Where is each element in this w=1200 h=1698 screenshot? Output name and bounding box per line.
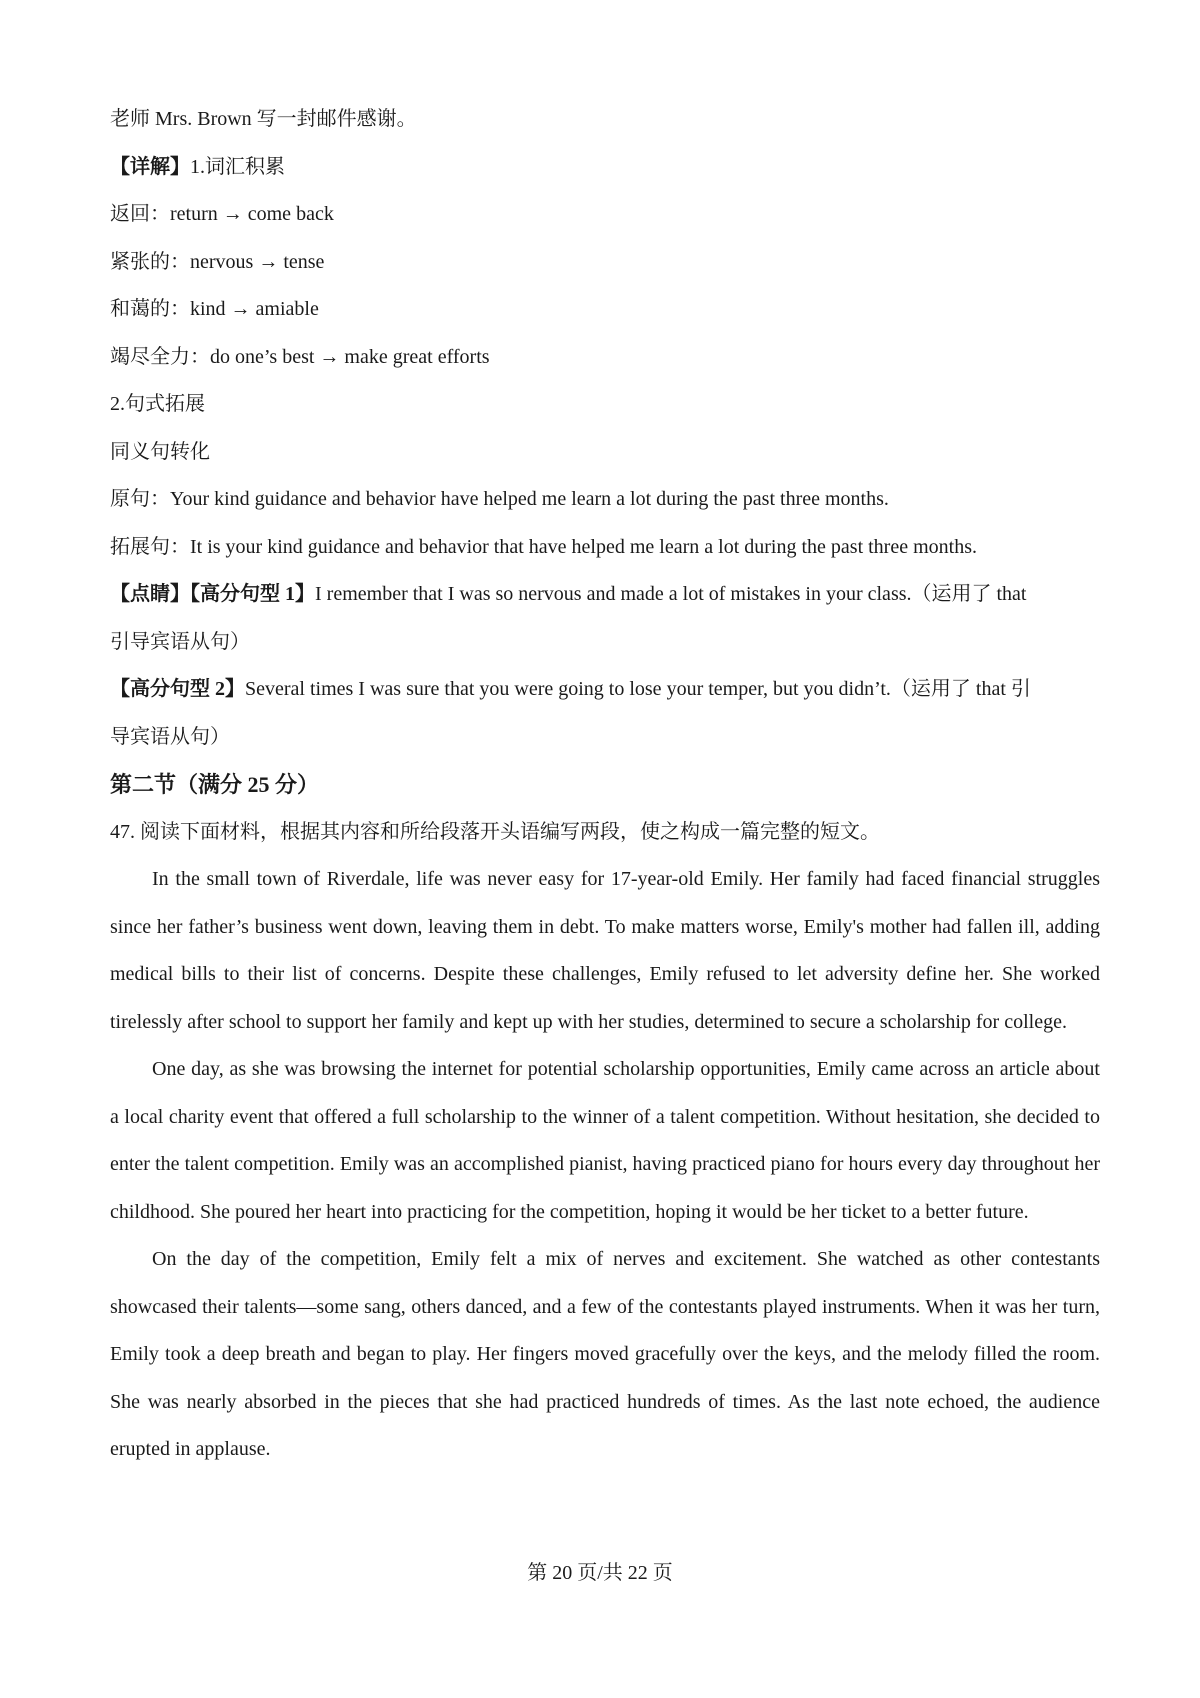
page-number: 第 20 页/共 22 页	[527, 1562, 673, 1584]
vocab-return: 返回：return → come back	[110, 203, 334, 225]
highlight-tag: 【点睛】	[110, 583, 190, 605]
document-page	[110, 96, 1100, 1474]
highlight-line-1	[110, 571, 1100, 619]
vocab-kind: 和蔼的：kind → amiable	[110, 298, 319, 320]
synonym-title: 同义句转化	[110, 440, 210, 463]
pattern-tag-1: 【高分句型 1】	[190, 583, 315, 605]
expanded-sentence: 拓展句：It is your kind guidance and behavior that have helped me learn a lot during the past three months.	[110, 535, 977, 558]
pattern-tag-2: 【高分句型 2】	[110, 678, 245, 700]
story-paragraph-1: In the small town of Riverdale, life was never easy for 17-year-old Emily. Her family had faced financial struggles since her father’s business went down, leaving them in debt. To make matters worse, Emily's mother had fallen ill, adding medical bills to their list of concerns. Despite these challenges, Emily refused to let adversity define her. She worked tirelessly after school to support her family and kept up with her studies, determined to secure a scholarship for college.	[110, 868, 1100, 1033]
vocab-best: 竭尽全力：do one’s best → make great efforts	[110, 345, 490, 368]
detail-text: 1.词汇积累	[190, 155, 285, 178]
pattern-text-2: Several times I was sure that you were going to lose your temper, but you didn’t.（运用了 that 引	[245, 678, 1031, 700]
question-prompt: 47. 阅读下面材料，根据其内容和所给段落开头语编写两段，使之构成一篇完整的短文。	[110, 820, 880, 843]
pattern-text-2-cont: 导宾语从句）	[110, 725, 230, 748]
story-paragraph-2: One day, as she was browsing the internet for potential scholarship opportunities, Emily came across an article about a local charity event that offered a full scholarship to the winner of a talent competition. Without hesitation, she decided to enter the talent competition. Emily was an accomplished pianist, having practiced piano for hours every day throughout her childhood. She poured her heart into practicing for the competition, hoping it would be her ticket to a better future.	[110, 1058, 1100, 1223]
sentence-expansion-title: 2.句式拓展	[110, 393, 205, 415]
highlight-line-2	[110, 666, 1100, 714]
detail-tag: 【详解】	[110, 155, 190, 178]
detail-line	[110, 144, 1100, 192]
pattern-text-1: I remember that I was so nervous and made a lot of mistakes in your class.（运用了 that	[315, 583, 1027, 605]
section-heading: 第二节（满分 25 分）	[110, 772, 320, 797]
text-line: 老师 Mrs. Brown 写一封邮件感谢。	[110, 108, 417, 130]
story-paragraph-3: On the day of the competition, Emily felt a mix of nerves and excitement. She watched as other contestants showcased their talents—some sang, others danced, and a few of the contestants played instruments. When it was her turn, Emily took a deep breath and began to play. Her fingers moved gracefully over the keys, and the melody filled the room. She was nearly absorbed in the pieces that she had practiced hundreds of times. As the last note echoed, the audience erupted in applause.	[110, 1248, 1100, 1460]
original-sentence: 原句：Your kind guidance and behavior have helped me learn a lot during the past three months.	[110, 488, 889, 510]
pattern-text-1-cont: 引导宾语从句）	[110, 630, 250, 653]
vocab-nervous: 紧张的：nervous → tense	[110, 250, 325, 273]
